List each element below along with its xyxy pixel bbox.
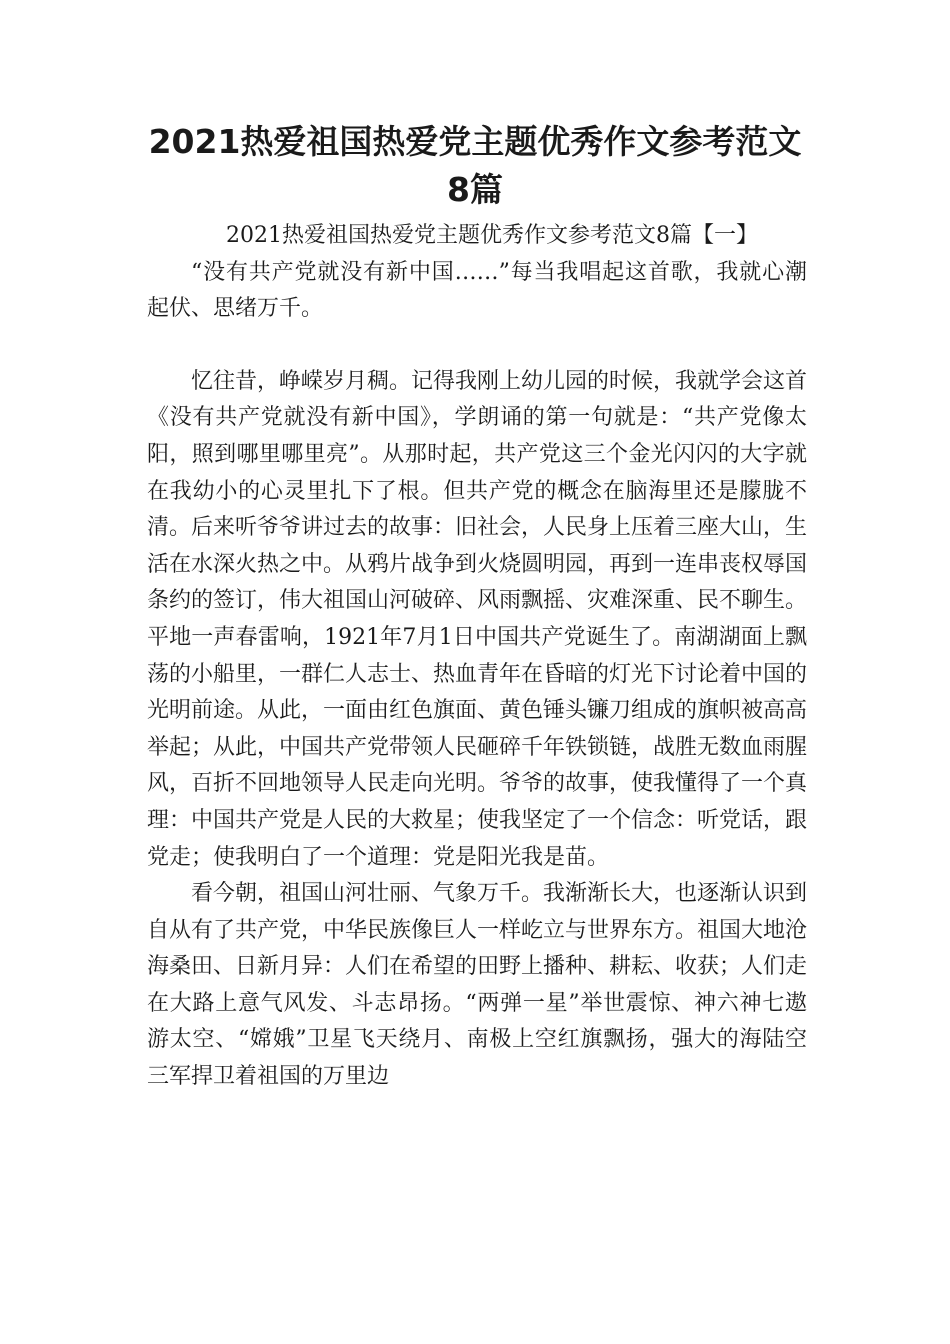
paragraph-3: 看今朝，祖国山河壮丽、气象万千。我渐渐长大，也逐渐认识到自从有了共产党，中华民族像巨人一样屹立与世界东方。祖国大地沧海桑田、日新月异：人们在希望的田野上播种、耕耘、收获；人们走在大路上意气风发、斗志昂扬。“两弹一星”举世震惊、神六神七遨游太空、“嫦娥”卫星飞天绕月、南极上空红旗飘扬，强大的海陆空三军捍卫着祖国的万里边 <box>147 881 808 1090</box>
document-body <box>147 218 807 1096</box>
paragraph-2: 忆往昔，峥嵘岁月稠。记得我刚上幼儿园的时候，我就学会这首《没有共产党就没有新中国》，学朗诵的第一句就是：“共产党像太阳，照到哪里哪里亮”。从那时起，共产党这三个金光闪闪的大字就在我幼小的心灵里扎下了根。但共产党的概念在脑海里还是朦胧不清。后来听爷爷讲过去的故事：旧社会，人民身上压着三座大山，生活在水深火热之中。从鸦片战争到火烧圆明园，再到一连串丧权辱国条约的签订，伟大祖国山河破碎、风雨飘摇、灾难深重、民不聊生。平地一声春雷响，1921年7月1日中国共产党诞生了。南湖湖面上飘荡的小船里，一群仁人志士、热血青年在昏暗的灯光下讨论着中国的光明前途。从此，一面由红色旗面、黄色锤头镰刀组成的旗帜被高高举起；从此，中国共产党带领人民砸碎千年铁锁链，战胜无数血雨腥风，百折不回地领导人民走向光明。爷爷的故事，使我懂得了一个真理：中国共产党是人民的大救星；使我坚定了一个信念：听党话，跟党走；使我明白了一个道理：党是阳光我是苗。 <box>147 368 808 870</box>
document-title <box>140 118 810 214</box>
title-line-1: 2021热爱祖国热爱党主题优秀作文参考范文 <box>148 122 802 161</box>
section-heading: 2021热爱祖国热爱党主题优秀作文参考范文8篇【一】 <box>226 223 758 248</box>
paragraph-spacer <box>147 328 807 364</box>
title-line-2: 8篇 <box>447 170 503 209</box>
paragraph-1: “没有共产党就没有新中国……”每当我唱起这首歌，我就心潮起伏、思绪万千。 <box>147 259 807 322</box>
